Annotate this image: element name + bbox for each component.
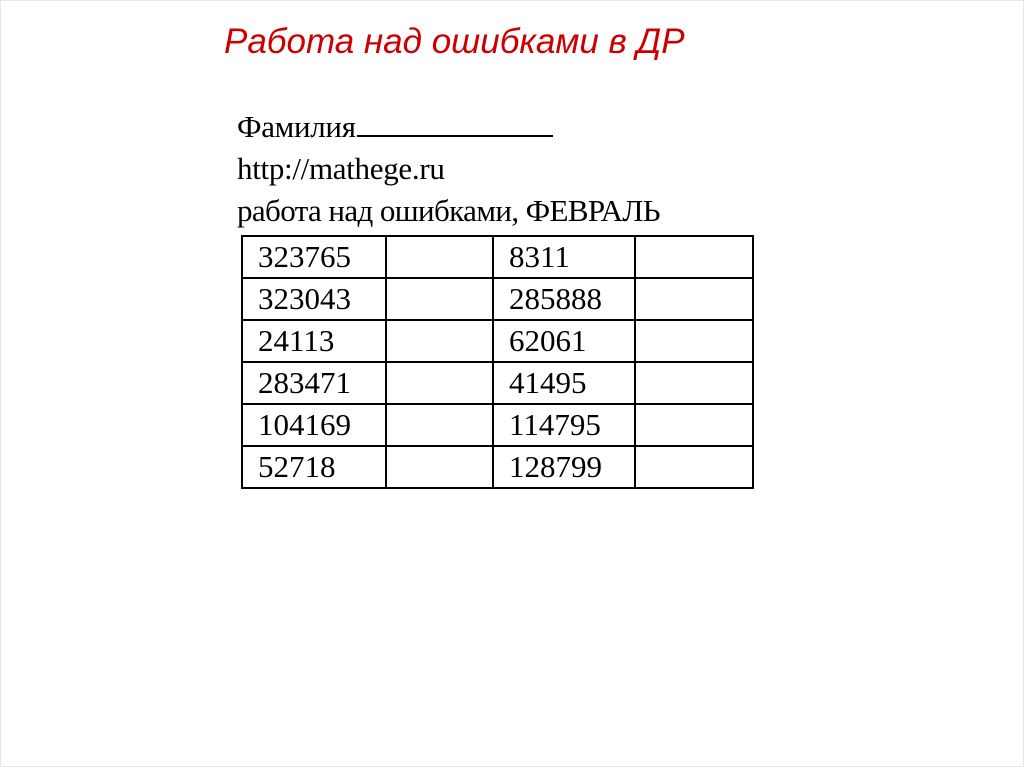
answer-cell: [635, 278, 753, 320]
answer-cell: [635, 362, 753, 404]
surname-blank: [357, 108, 553, 137]
answer-cell: [635, 236, 753, 278]
task-code-cell: 41495: [493, 362, 635, 404]
task-code-cell: 52718: [242, 446, 386, 488]
task-code-cell: 24113: [242, 320, 386, 362]
table-row: [242, 404, 753, 446]
answer-cell: [635, 404, 753, 446]
answers-table: [241, 235, 754, 489]
surname-line: [237, 106, 777, 148]
answer-cell: [386, 320, 493, 362]
task-code-cell: 323043: [242, 278, 386, 320]
answer-cell: [386, 278, 493, 320]
task-code-cell: 104169: [242, 404, 386, 446]
answers-table-body: [242, 236, 753, 488]
answer-cell: [386, 362, 493, 404]
task-code-cell: 8311: [493, 236, 635, 278]
task-code-cell: 128799: [493, 446, 635, 488]
task-code-cell: 114795: [493, 404, 635, 446]
worksheet-header: [237, 106, 777, 232]
task-code-cell: 285888: [493, 278, 635, 320]
table-row: [242, 320, 753, 362]
answer-cell: [386, 446, 493, 488]
table-row: [242, 278, 753, 320]
slide-title: Работа над ошибками в ДР: [224, 22, 685, 61]
answer-cell: [635, 446, 753, 488]
answer-cell: [386, 236, 493, 278]
answer-cell: [635, 320, 753, 362]
answer-cell: [386, 404, 493, 446]
table-row: [242, 362, 753, 404]
table-row: [242, 446, 753, 488]
table-row: [242, 236, 753, 278]
task-code-cell: 62061: [493, 320, 635, 362]
task-code-cell: 283471: [242, 362, 386, 404]
surname-label: Фамилия: [237, 109, 356, 144]
task-code-cell: 323765: [242, 236, 386, 278]
website-url: http://mathege.ru: [237, 151, 445, 186]
worksheet-heading: работа над ошибками, ФЕВРАЛЬ: [237, 193, 661, 228]
